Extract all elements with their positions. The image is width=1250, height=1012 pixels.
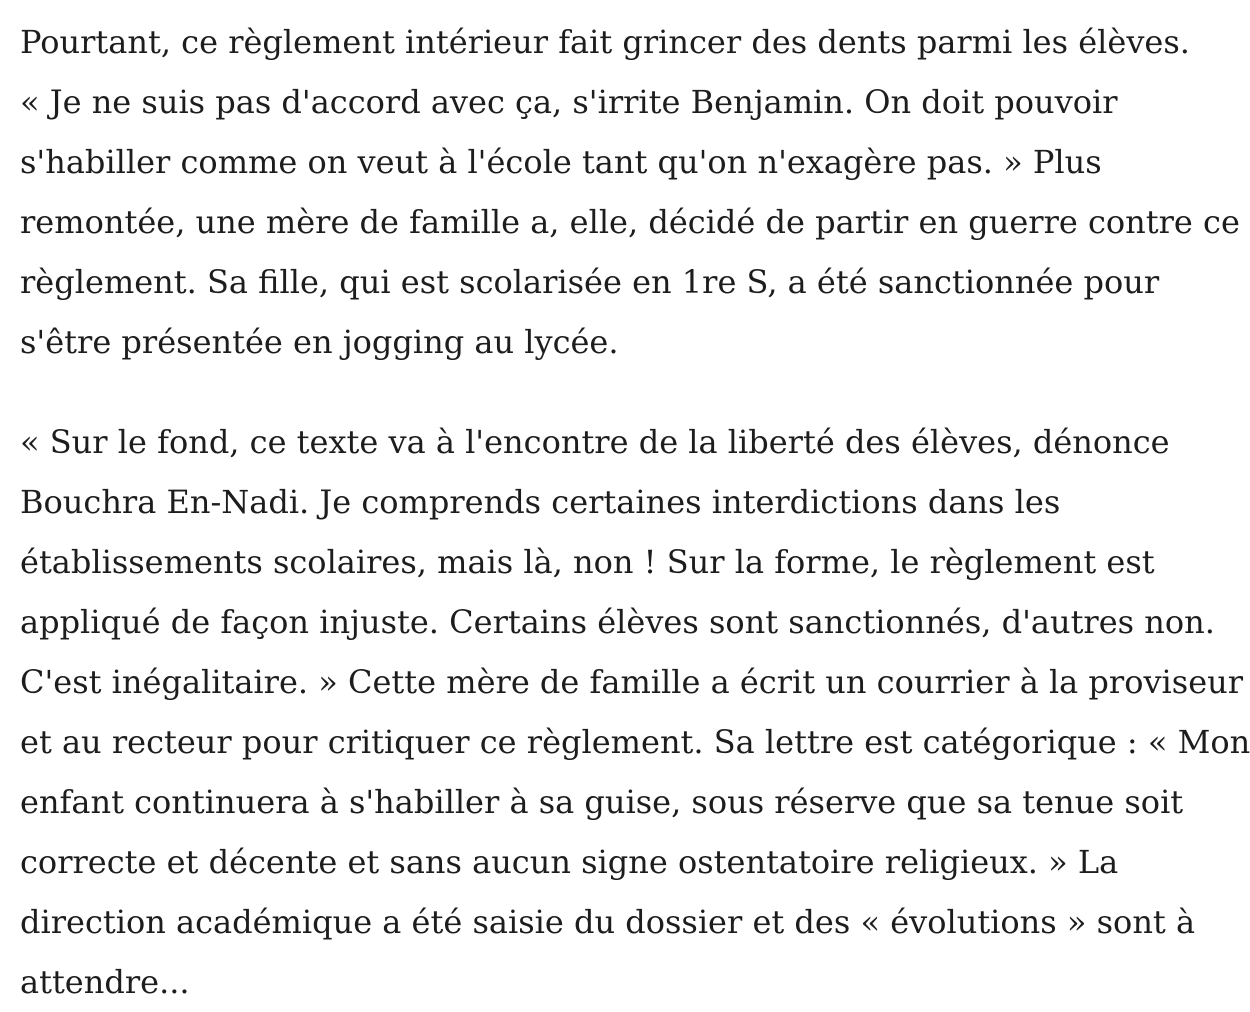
paragraph-line: direction académique a été saisie du dossier et des « évolutions » sont à [20,903,1196,941]
paragraph-line: enfant continuera à s'habiller à sa guise, sous réserve que sa tenue soit [20,783,1184,821]
paragraph-line: correcte et décente et sans aucun signe ostentatoire religieux. » La [20,843,1119,881]
paragraph-line: appliqué de façon injuste. Certains élèves sont sanctionnés, d'autres non. [20,603,1215,641]
paragraph-line: Bouchra En-Nadi. Je comprends certaines interdictions dans les [20,483,1061,521]
paragraph-line: s'habiller comme on veut à l'école tant qu'on n'exagère pas. » Plus [20,143,1102,181]
paragraph-line: Pourtant, ce règlement intérieur fait grincer des dents parmi les élèves. [20,23,1190,61]
paragraph-line: « Je ne suis pas d'accord avec ça, s'irrite Benjamin. On doit pouvoir [20,83,1118,121]
paragraph-line: et au recteur pour critiquer ce règlement. Sa lettre est catégorique : « Mon [20,723,1250,761]
paragraph-line: C'est inégalitaire. » Cette mère de famille a écrit un courrier à la proviseur [20,663,1244,701]
paragraph-2 [20,412,1250,1012]
article-body [20,12,1250,1012]
paragraph-line: s'être présentée en jogging au lycée. [20,323,619,361]
paragraph-line: règlement. Sa fille, qui est scolarisée en 1re S, a été sanctionnée pour [20,263,1160,301]
paragraph-line: remontée, une mère de famille a, elle, décidé de partir en guerre contre ce [20,203,1240,241]
paragraph-line: « Sur le fond, ce texte va à l'encontre de la liberté des élèves, dénonce [20,423,1170,461]
paragraph-line: attendre... [20,963,190,1001]
paragraph-1 [20,12,1250,372]
paragraph-line: établissements scolaires, mais là, non ! Sur la forme, le règlement est [20,543,1155,581]
